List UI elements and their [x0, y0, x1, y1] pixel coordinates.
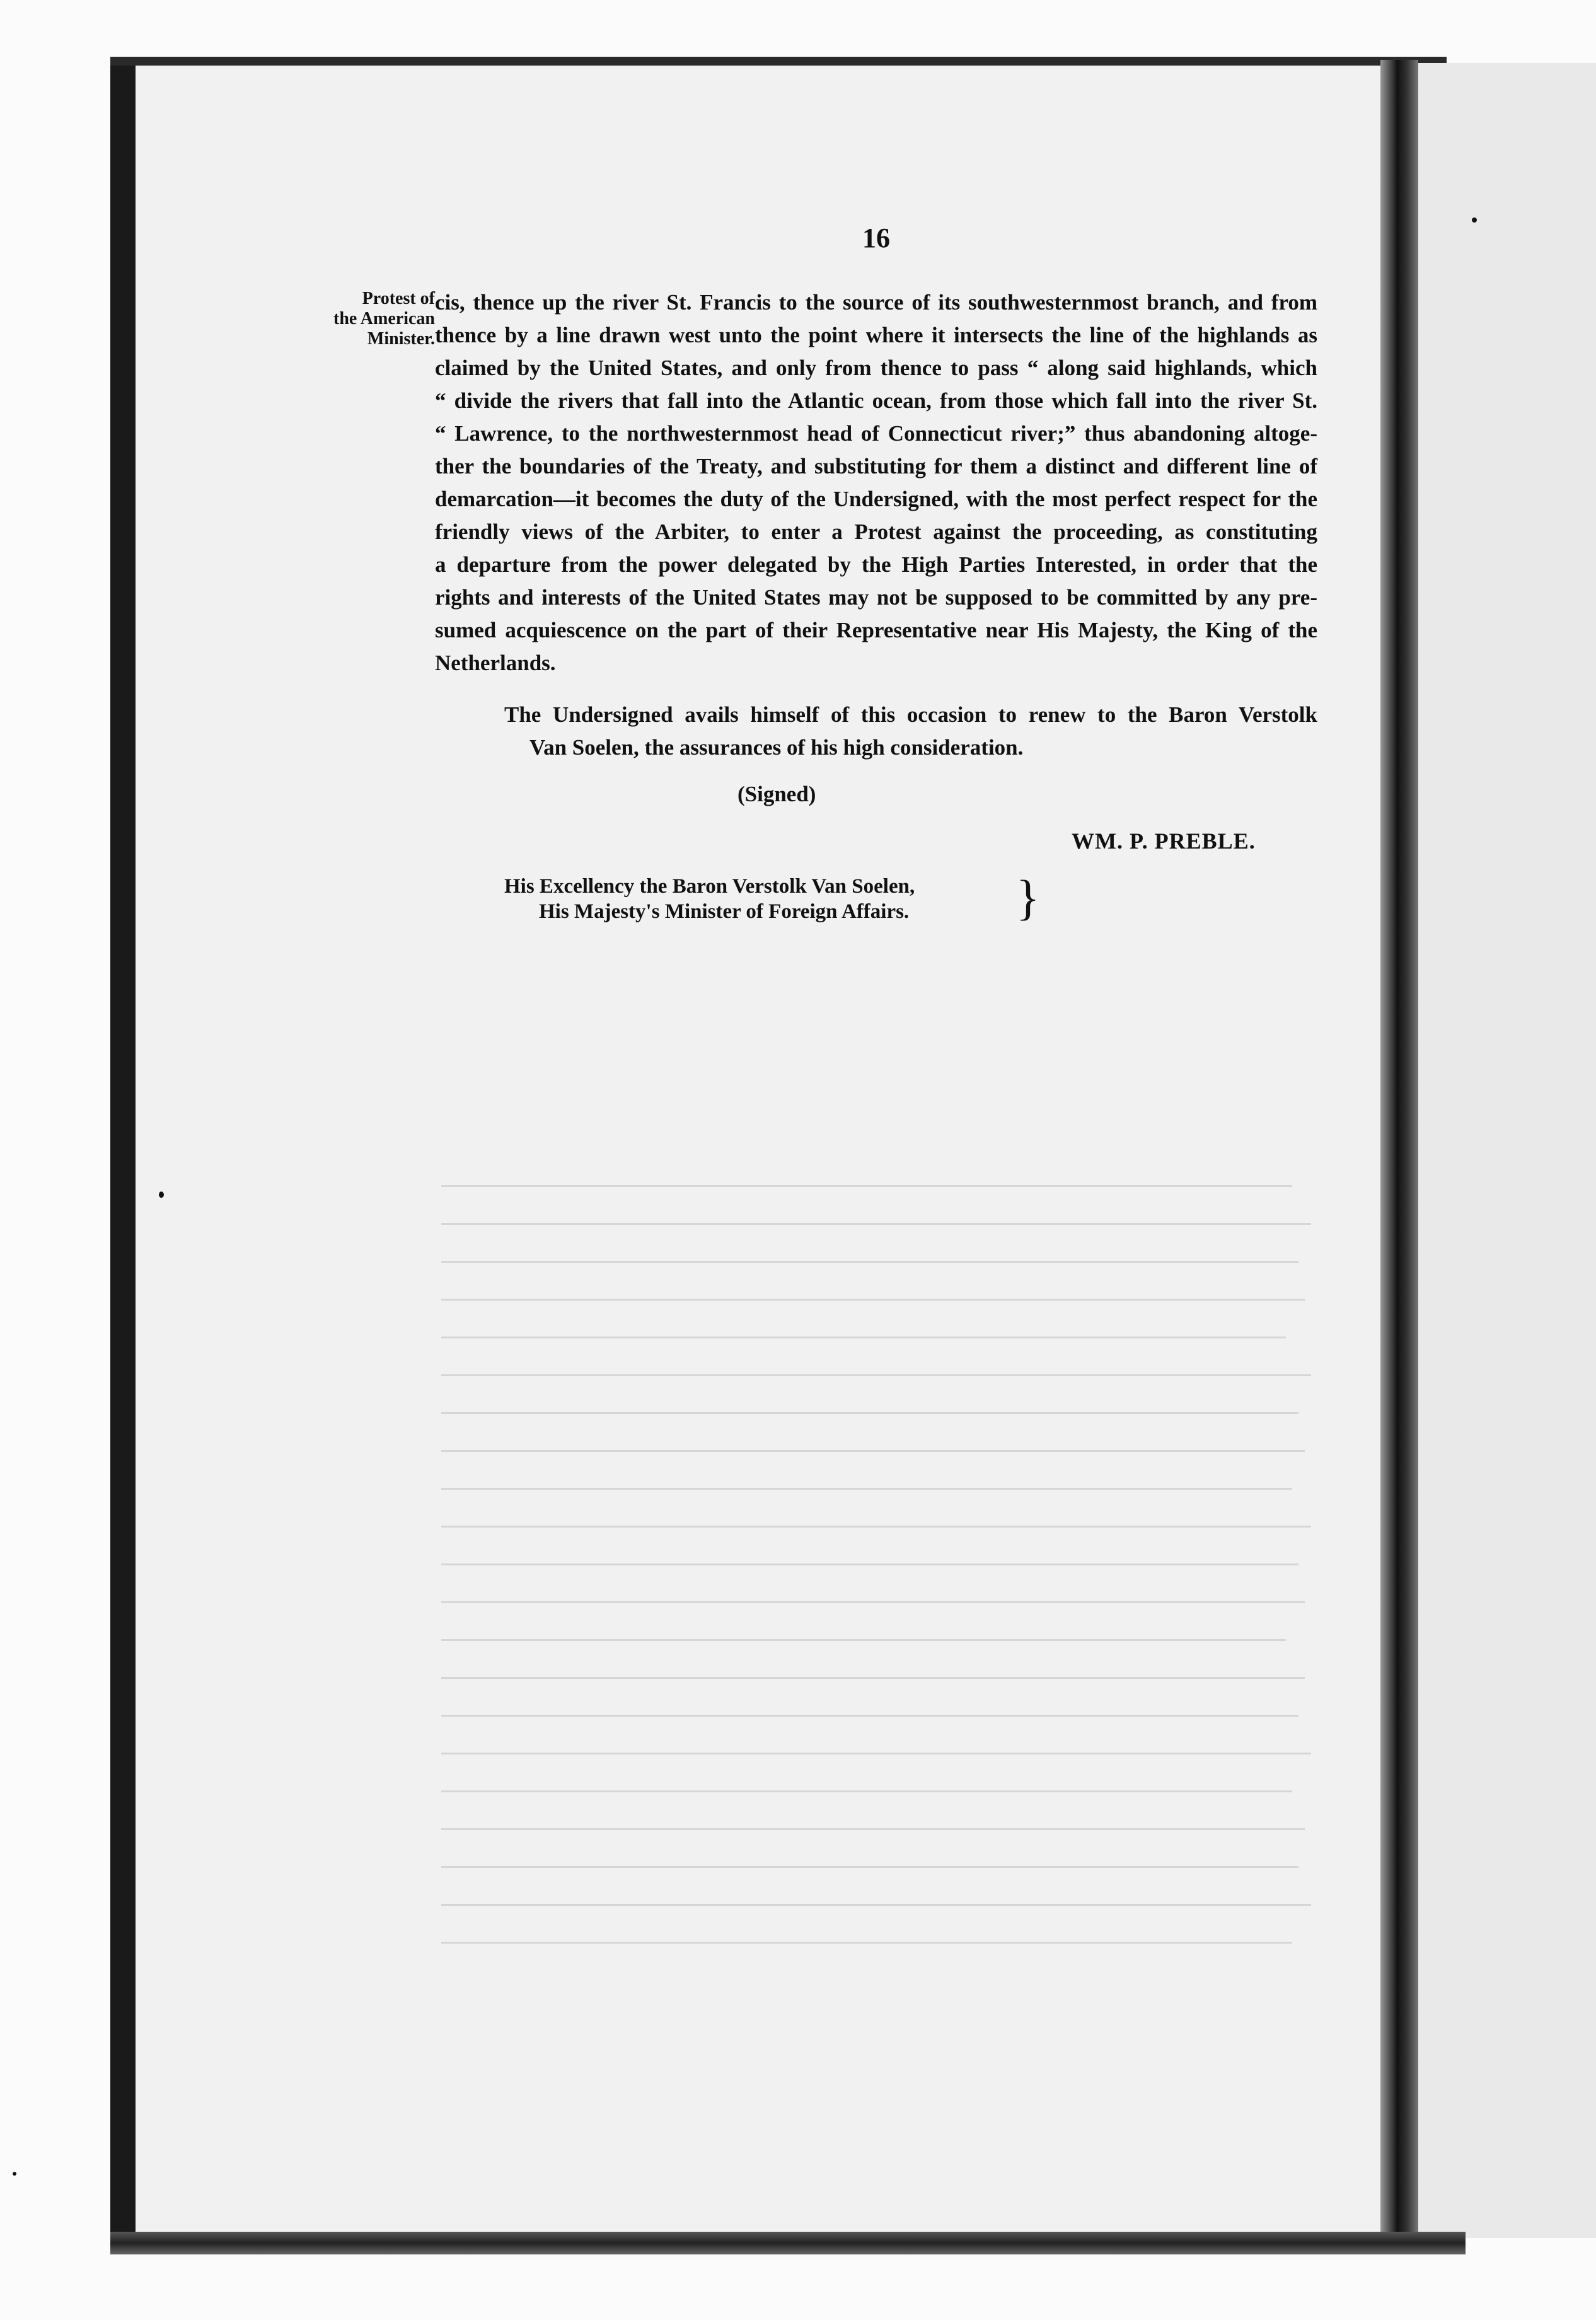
text-line: thence by a line drawn west unto the point where it intersects the line of the highlands as [435, 323, 1317, 347]
bleed-through-line [441, 1337, 1286, 1338]
bleed-through-line [441, 1412, 1298, 1414]
margin-note [309, 289, 435, 349]
addressee-block [504, 874, 915, 924]
film-bottom-border [110, 2232, 1466, 2254]
margin-note-line: the American [333, 309, 435, 328]
text-line: ther the boundaries of the Treaty, and substituting for them a distinct and different line of [435, 454, 1317, 478]
text-line: demarcation—it becomes the duty of the Undersigned, with the most perfect respect for the [435, 487, 1317, 511]
bleed-through-line [441, 1185, 1292, 1187]
bleed-through-line [441, 1753, 1311, 1754]
closing-line: Van Soelen, the assurances of his high consideration. [529, 735, 1024, 760]
bleed-through-line [441, 1942, 1292, 1944]
bleed-through-line [441, 1261, 1298, 1263]
bleed-through-line [441, 1299, 1305, 1301]
bleed-through-line [441, 1790, 1292, 1792]
bleed-through-line [441, 1450, 1305, 1452]
text-line: sumed acquiescence on the part of their Representative near His Majesty, the King of the [435, 618, 1317, 642]
text-line: rights and interests of the United States may not be supposed to be committed by any pre- [435, 585, 1317, 610]
brace-glyph: } [1016, 870, 1040, 925]
text-line: Netherlands. [435, 651, 556, 675]
signed-label: (Signed) [737, 782, 816, 806]
scan-speck [159, 1192, 164, 1198]
bleed-through-line [441, 1601, 1305, 1603]
margin-note-line: Minister. [367, 329, 435, 349]
addressee-line: His Majesty's Minister of Foreign Affairs. [539, 900, 910, 923]
text-line: friendly views of the Arbiter, to enter a Protest against the proceeding, as constituting [435, 519, 1317, 544]
bleed-through-line [441, 1828, 1305, 1830]
text-line: cis, thence up the river St. Francis to the source of its southwesternmost branch, and from [435, 290, 1317, 315]
signature: WM. P. PREBLE. [1072, 828, 1256, 854]
text-line: claimed by the United States, and only from thence to pass “ along said highlands, which [435, 356, 1317, 380]
film-left-border [110, 57, 136, 2251]
bleed-through-line [441, 1526, 1311, 1528]
bleed-through-line [441, 1374, 1311, 1376]
bleed-through-line [441, 1904, 1311, 1906]
bleed-through-line [441, 1866, 1298, 1868]
film-top-border [110, 57, 1447, 66]
bleed-through-line [441, 1488, 1292, 1490]
text-line: a departure from the power delegated by the High Parties Interested, in order that the [435, 552, 1317, 577]
bleed-through-line [441, 1715, 1298, 1717]
text-line: “ divide the rivers that fall into the Atlantic ocean, from those which fall into the river St. [435, 388, 1317, 413]
scan-speck [1472, 218, 1477, 223]
bleed-through-line [441, 1223, 1311, 1225]
body-paragraph [435, 286, 1317, 680]
binding-gutter [1380, 60, 1418, 2241]
text-line: “ Lawrence, to the northwesternmost head of Connecticut river;” thus abandoning altoge- [435, 421, 1317, 446]
bleed-through-line [441, 1677, 1305, 1679]
bleed-through-line [441, 1563, 1298, 1565]
addressee-line: His Excellency the Baron Verstolk Van Soelen, [504, 875, 915, 898]
facing-page-edge [1418, 63, 1596, 2238]
scan-speck [13, 2172, 16, 2176]
page-number: 16 [862, 223, 890, 253]
closing-line: The Undersigned avails himself of this occasion to renew to the Baron Verstolk [504, 702, 1317, 727]
margin-note-line: Protest of [362, 289, 435, 308]
bleed-through-line [441, 1639, 1286, 1641]
